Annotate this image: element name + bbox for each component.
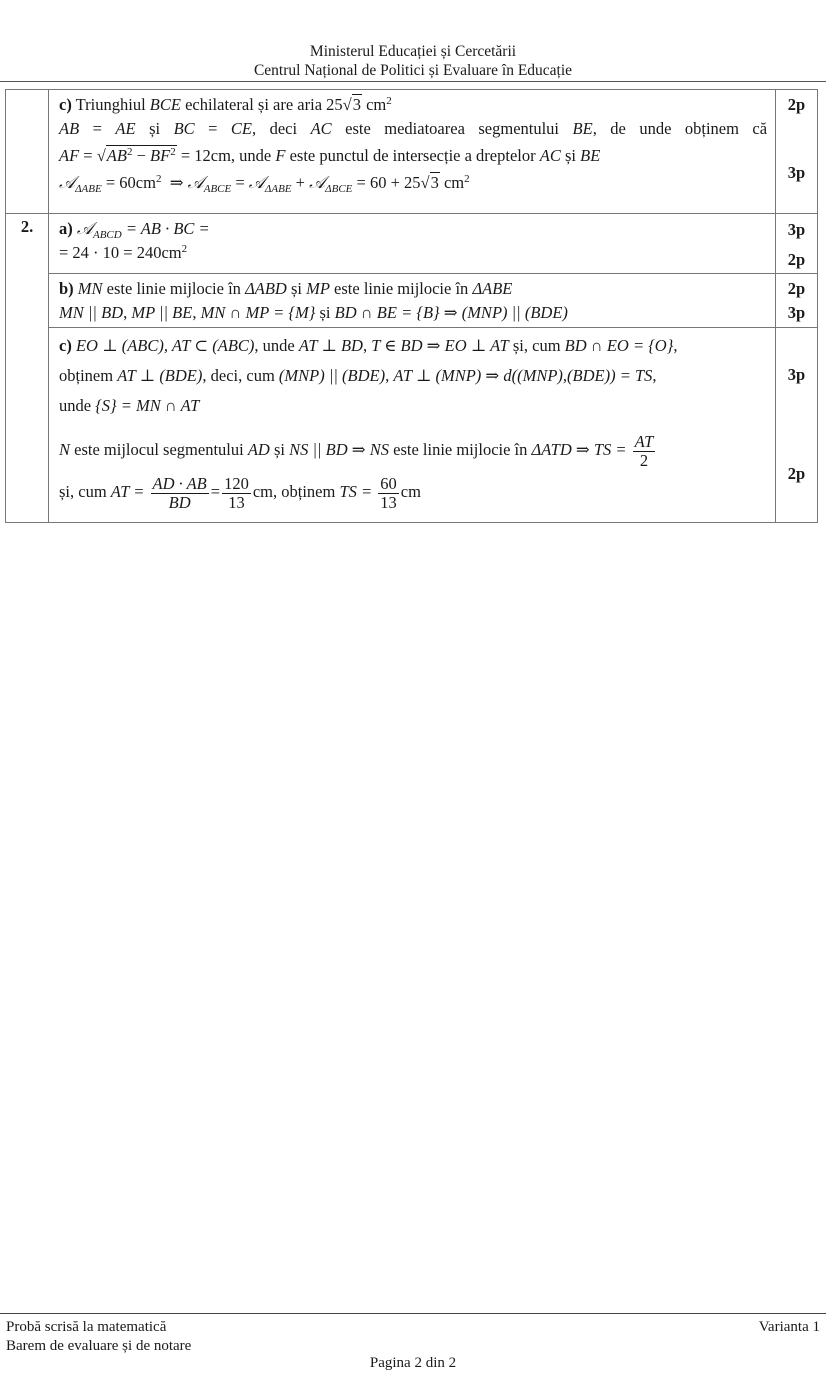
page-number: Pagina 2 din 2 bbox=[369, 1355, 457, 1371]
math: NS || BD ⇒ NS bbox=[289, 440, 389, 459]
points-value: 2p bbox=[787, 279, 806, 298]
footer-barem-title: Barem de evaluare și de notare bbox=[6, 1338, 192, 1354]
points-cell bbox=[776, 214, 818, 274]
solution-line bbox=[59, 361, 767, 391]
text: , bbox=[192, 303, 197, 322]
unit: cm bbox=[366, 95, 387, 114]
math: AE bbox=[115, 119, 136, 138]
solution-line bbox=[59, 429, 767, 471]
math: AT ⊥ (BDE) bbox=[117, 366, 203, 385]
text: , bbox=[385, 366, 390, 385]
math: AC bbox=[310, 119, 332, 138]
unit: cm bbox=[400, 482, 421, 501]
math: T ∈ BD ⇒ EO ⊥ AT bbox=[371, 336, 509, 355]
math: BE bbox=[580, 146, 601, 165]
math: = 12cm bbox=[180, 146, 231, 165]
solution-line: AF = $√AB^2 - BF^2 = 12cm$, unde F este punctul de intersecție a dreptelor AC și BE bbox=[59, 141, 767, 171]
text: este linie mijlocie în bbox=[106, 279, 241, 298]
footer-exam-title: Probă scrisă la matematică bbox=[6, 1319, 167, 1335]
table-row bbox=[6, 214, 818, 274]
table-row bbox=[6, 328, 818, 523]
header-ministry: Ministerul Educației și Cercetării bbox=[309, 43, 517, 60]
text: obținem bbox=[59, 366, 114, 385]
text: și bbox=[290, 279, 302, 298]
math: BD ∩ EO = {O} bbox=[564, 336, 674, 355]
text: , unde bbox=[230, 146, 272, 165]
points-value: 2p bbox=[787, 95, 806, 114]
points-value: 3p bbox=[787, 365, 806, 384]
math: CE bbox=[230, 119, 253, 138]
math: = AB · BC = bbox=[125, 219, 210, 238]
problem-number-cell bbox=[6, 214, 49, 523]
math: AC bbox=[539, 146, 561, 165]
footer-variant: Varianta 1 bbox=[758, 1319, 820, 1335]
math: AT ⊥ BD bbox=[298, 336, 363, 355]
math: = 60cm bbox=[105, 173, 156, 192]
solution-line: = $24 \cdot 10 = 240cm^2$ bbox=[59, 243, 188, 262]
text: și bbox=[319, 303, 331, 322]
footer-left bbox=[6, 1318, 191, 1356]
text: , bbox=[123, 303, 128, 322]
math: ΔABD bbox=[245, 279, 287, 298]
math: 25 bbox=[326, 95, 343, 114]
text: , deci bbox=[252, 119, 298, 138]
problem-number: 2. bbox=[20, 217, 34, 236]
text: unde bbox=[59, 396, 92, 415]
math: (MNP) || (BDE) bbox=[278, 366, 386, 385]
fraction: $\frac{AD \cdot AB}{BD}$ bbox=[152, 473, 207, 512]
text: , deci, cum bbox=[202, 366, 275, 385]
sqrt-symbol: √3 bbox=[420, 173, 439, 192]
math: EO ⊥ (ABC), AT ⊂ (ABC) bbox=[75, 336, 255, 355]
solution-line bbox=[59, 277, 767, 301]
solution-line: c) Triunghiul BCE echilateral și are aria 25√3 $cm^2$ bbox=[59, 93, 767, 117]
math: BE bbox=[572, 119, 593, 138]
text: , de unde obținem că bbox=[592, 119, 768, 138]
points-cell bbox=[776, 274, 818, 328]
document-header bbox=[0, 42, 826, 80]
text: este linie mijlocie în bbox=[334, 279, 469, 298]
points-value: 2p bbox=[787, 464, 806, 483]
math: ΔATD ⇒ TS = bbox=[531, 440, 627, 459]
table-row bbox=[6, 274, 818, 328]
math: AF bbox=[59, 146, 80, 165]
math: BCE bbox=[149, 95, 181, 114]
math: BD ∩ BE = {B} ⇒ (MNP) || (BDE) bbox=[334, 303, 568, 322]
points-value: 3p bbox=[787, 163, 806, 182]
solution-cell bbox=[49, 328, 776, 523]
text: și, cum bbox=[59, 482, 107, 501]
math: AT = bbox=[110, 482, 145, 501]
text: Triunghiul bbox=[75, 95, 146, 114]
solution-line bbox=[59, 391, 767, 421]
math: BC bbox=[173, 119, 195, 138]
text: și, cum bbox=[512, 336, 561, 355]
math: MP || BE bbox=[131, 303, 193, 322]
math: N bbox=[59, 440, 71, 459]
part-label: a) bbox=[59, 219, 73, 238]
math: AB bbox=[59, 119, 80, 138]
text: este mediatoarea segmentului bbox=[345, 119, 560, 138]
header-divider bbox=[0, 81, 826, 82]
text: echilateral și are aria bbox=[185, 95, 323, 114]
solution-line: AB = AE și BC = CE, deci AC este mediatoarea segmentului BE, de unde obținem că bbox=[59, 119, 768, 138]
part-label: c) bbox=[59, 336, 72, 355]
math: AD bbox=[247, 440, 270, 459]
unit: cm bbox=[443, 173, 465, 192]
points-cell bbox=[776, 90, 818, 214]
text: , bbox=[362, 336, 368, 355]
math: {S} = MN ∩ AT bbox=[95, 396, 200, 415]
solution-cell bbox=[49, 214, 776, 274]
math: MN bbox=[77, 279, 103, 298]
math: MN ∩ MP = {M} bbox=[200, 303, 316, 322]
solution-line bbox=[59, 301, 767, 325]
sqrt-symbol: $√AB^2 - BF^2$ bbox=[96, 146, 176, 165]
solution-line: 𝒜$_{\Delta ABE}$ = $60cm^2$ ⇒ 𝒜$_{ABCE}$ = 𝒜$_{\Delta ABE}$ + 𝒜$_{\Delta BCE}$ = 60 + 25√3 $cm^2$ bbox=[59, 173, 470, 195]
sqrt-symbol: √3 bbox=[342, 95, 361, 114]
math: = 60 + 25 bbox=[356, 173, 421, 192]
math: AT ⊥ (MNP) ⇒ d((MNP),(BDE)) = TS bbox=[393, 366, 653, 385]
math: F bbox=[275, 146, 286, 165]
problem-number-cell bbox=[6, 90, 49, 214]
points-value: 2p bbox=[787, 250, 806, 269]
text: este linie mijlocie în bbox=[393, 440, 528, 459]
math: TS = bbox=[339, 482, 373, 501]
solution-cell bbox=[49, 90, 776, 214]
part-label: c) bbox=[59, 95, 72, 114]
unit: cm bbox=[252, 482, 273, 501]
solution-line: și, cum AT = $\frac{AD \cdot AB}{BD}$ = $\frac{120}{13}$ cm, obținem TS = $\frac{60}{13}$ cm bbox=[59, 473, 421, 512]
points-value: 3p bbox=[787, 220, 806, 239]
text: , unde bbox=[254, 336, 295, 355]
text: și bbox=[149, 119, 161, 138]
points-value: 3p bbox=[787, 303, 806, 322]
math: = 24 · 10 = 240cm bbox=[59, 243, 182, 262]
grading-table bbox=[5, 89, 818, 523]
math: MN || BD bbox=[59, 303, 124, 322]
points-cell bbox=[776, 328, 818, 523]
math: MP bbox=[306, 279, 330, 298]
part-label: b) bbox=[59, 279, 74, 298]
text: , bbox=[652, 366, 657, 385]
text: este mijlocul segmentului bbox=[74, 440, 244, 459]
table-row bbox=[6, 90, 818, 214]
math: ΔABE bbox=[472, 279, 513, 298]
solution-line bbox=[59, 331, 767, 361]
fraction: $\frac{60}{13}$ bbox=[380, 473, 397, 512]
text: și bbox=[273, 440, 285, 459]
solution-line: a) 𝒜$_{ABCD}$ = AB · BC = bbox=[59, 219, 210, 241]
solution-cell bbox=[49, 274, 776, 328]
footer-divider bbox=[0, 1313, 826, 1314]
text: și bbox=[564, 146, 576, 165]
header-center: Centrul Național de Politici și Evaluare în Educație bbox=[253, 62, 573, 79]
fraction: $\frac{120}{13}$ bbox=[224, 473, 249, 512]
text: este punctul de intersecție a dreptelor bbox=[289, 146, 536, 165]
text: , obținem bbox=[273, 482, 336, 501]
text: , bbox=[673, 336, 678, 355]
fraction: $\frac{AT}{2}$ bbox=[634, 431, 654, 470]
